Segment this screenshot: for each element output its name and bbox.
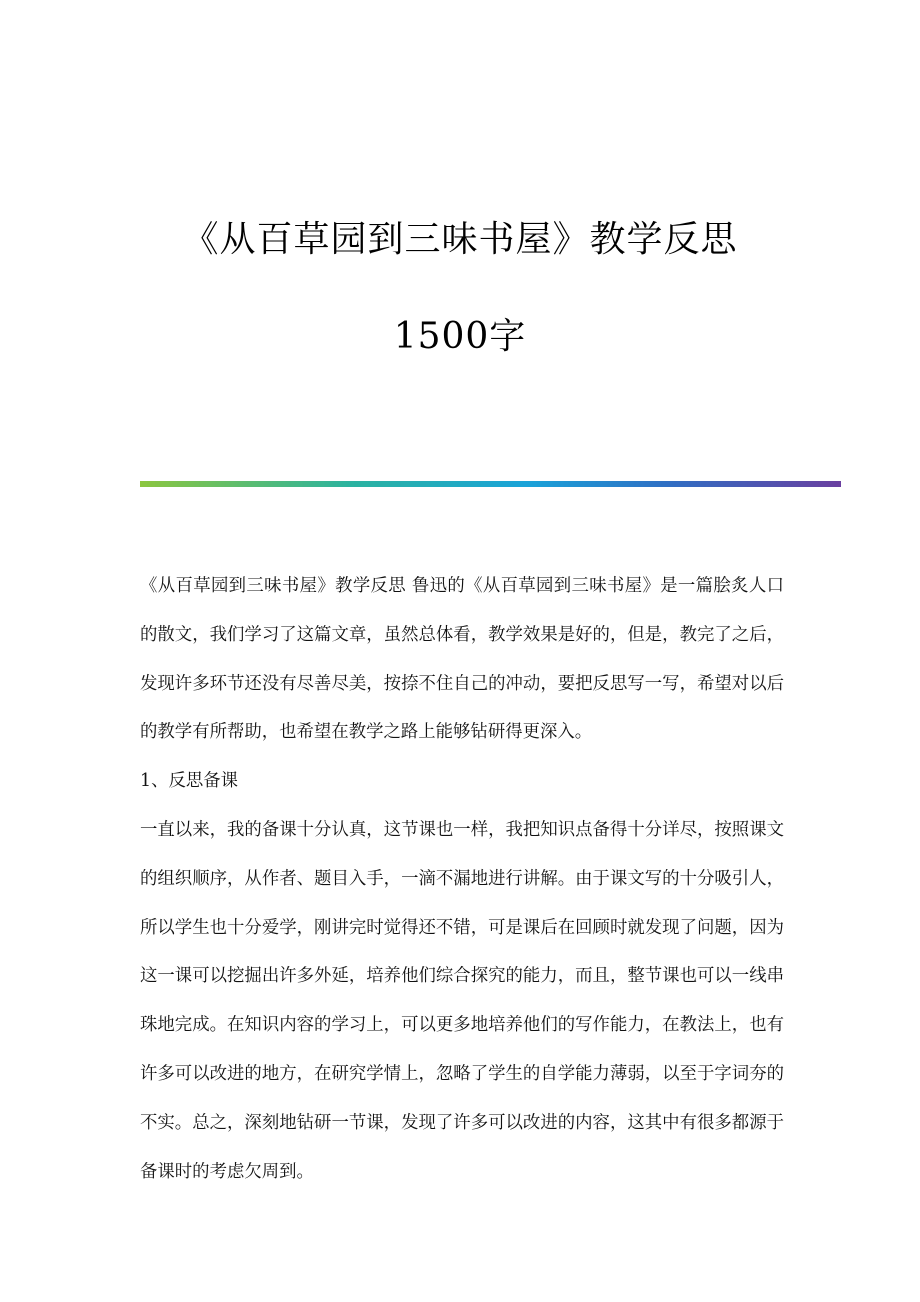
document-body <box>140 562 784 1196</box>
gradient-divider <box>140 481 841 487</box>
section-paragraph: 一直以来，我的备课十分认真，这节课也一样，我把知识点备得十分详尽，按照课文的组织顺序，从作者、题目入手，一滴不漏地进行讲解。由于课文写的十分吸引人，所以学生也十分爱学，刚讲完时觉得还不错，可是课后在回顾时就发现了问题，因为这一课可以挖掘出许多外延，培养他们综合探究的能力，而且，整节课也可以一线串珠地完成。在知识内容的学习上，可以更多地培养他们的写作能力，在教法上，也有许多可以改进的地方，在研究学情上，忽略了学生的自学能力薄弱，以至于字词夯的不实。总之，深刻地钻研一节课，发现了许多可以改进的内容，这其中有很多都源于备课时的考虑欠周到。 <box>140 819 784 1182</box>
document-title-line-1: 《从百草园到三味书屋》教学反思 <box>182 219 738 260</box>
document-title-line-2: 1500字 <box>393 316 527 357</box>
section-heading: 1、反思备课 <box>140 771 239 792</box>
intro-paragraph: 《从百草园到三味书屋》教学反思 鲁迅的《从百草园到三味书屋》是一篇脍炙人口的散文，我们学习了这篇文章，虽然总体看，教学效果是好的，但是，教完了之后，发现许多环节还没有尽善尽美，按捺不住自己的冲动，要把反思写一写，希望对以后的教学有所帮助，也希望在教学之路上能够钻研得更深入。 <box>140 576 784 743</box>
